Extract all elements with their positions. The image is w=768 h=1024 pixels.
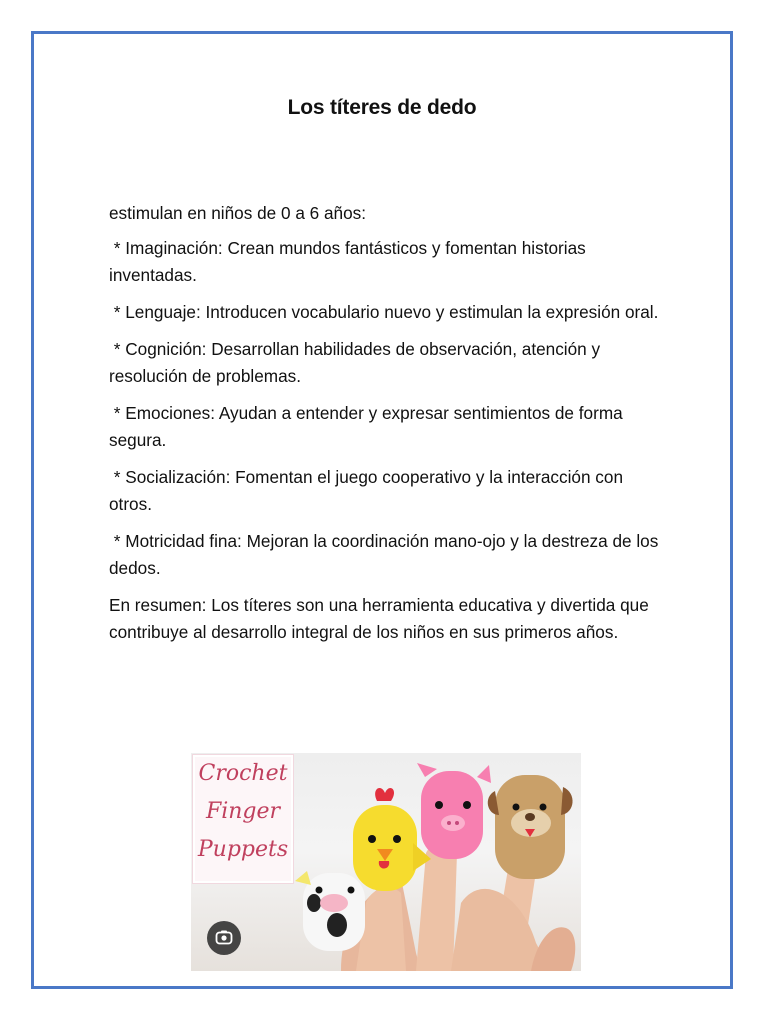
bullet-item bbox=[109, 464, 669, 518]
bullet-text: Lenguaje: Introducen vocabulario nuevo y estimulan la expresión oral. bbox=[125, 302, 659, 322]
bullet-text: Motricidad fina: Mejoran la coordinación mano-ojo y la destreza de los dedos. bbox=[109, 531, 659, 578]
page-title: Los títeres de dedo bbox=[287, 96, 477, 119]
bullet-text: Socialización: Fomentan el juego cooperativo y la interacción con otros. bbox=[109, 467, 624, 514]
bullet-marker: * bbox=[109, 531, 126, 551]
document-body bbox=[109, 200, 669, 656]
image-search-icon bbox=[215, 929, 233, 947]
finger-puppets-photo[interactable] bbox=[191, 753, 581, 971]
bullet-text: Emociones: Ayudan a entender y expresar sentimientos de forma segura. bbox=[109, 403, 623, 450]
image-search-button[interactable] bbox=[207, 921, 241, 955]
bullet-marker: * bbox=[109, 403, 126, 423]
intro-paragraph: estimulan en niños de 0 a 6 años: bbox=[109, 203, 367, 223]
bullet-item bbox=[109, 235, 669, 289]
dog-puppet bbox=[488, 775, 573, 879]
pig-puppet bbox=[417, 763, 491, 859]
bullet-marker: * bbox=[109, 238, 126, 258]
summary-paragraph: En resumen: Los títeres son una herramienta educativa y divertida que contribuye al desarrollo integral de los niños en sus primeros años. bbox=[109, 595, 649, 642]
caption-line: Puppets bbox=[197, 837, 289, 862]
bullet-text: Imaginación: Crean mundos fantásticos y fomentan historias inventadas. bbox=[109, 238, 586, 285]
photo-caption-card bbox=[193, 755, 293, 883]
document-page bbox=[31, 31, 733, 989]
bullet-text: Cognición: Desarrollan habilidades de observación, atención y resolución de problemas. bbox=[109, 339, 601, 386]
bullet-item bbox=[109, 299, 669, 326]
thumb bbox=[531, 927, 575, 971]
bullet-marker: * bbox=[109, 467, 126, 487]
chick-puppet bbox=[353, 788, 431, 891]
caption-line: Finger bbox=[205, 799, 281, 824]
bullet-marker: * bbox=[109, 339, 126, 359]
bullet-item bbox=[109, 400, 669, 454]
bullet-marker: * bbox=[109, 302, 126, 322]
bullet-item bbox=[109, 528, 669, 582]
caption-line: Crochet bbox=[198, 761, 288, 786]
bullet-item bbox=[109, 336, 669, 390]
